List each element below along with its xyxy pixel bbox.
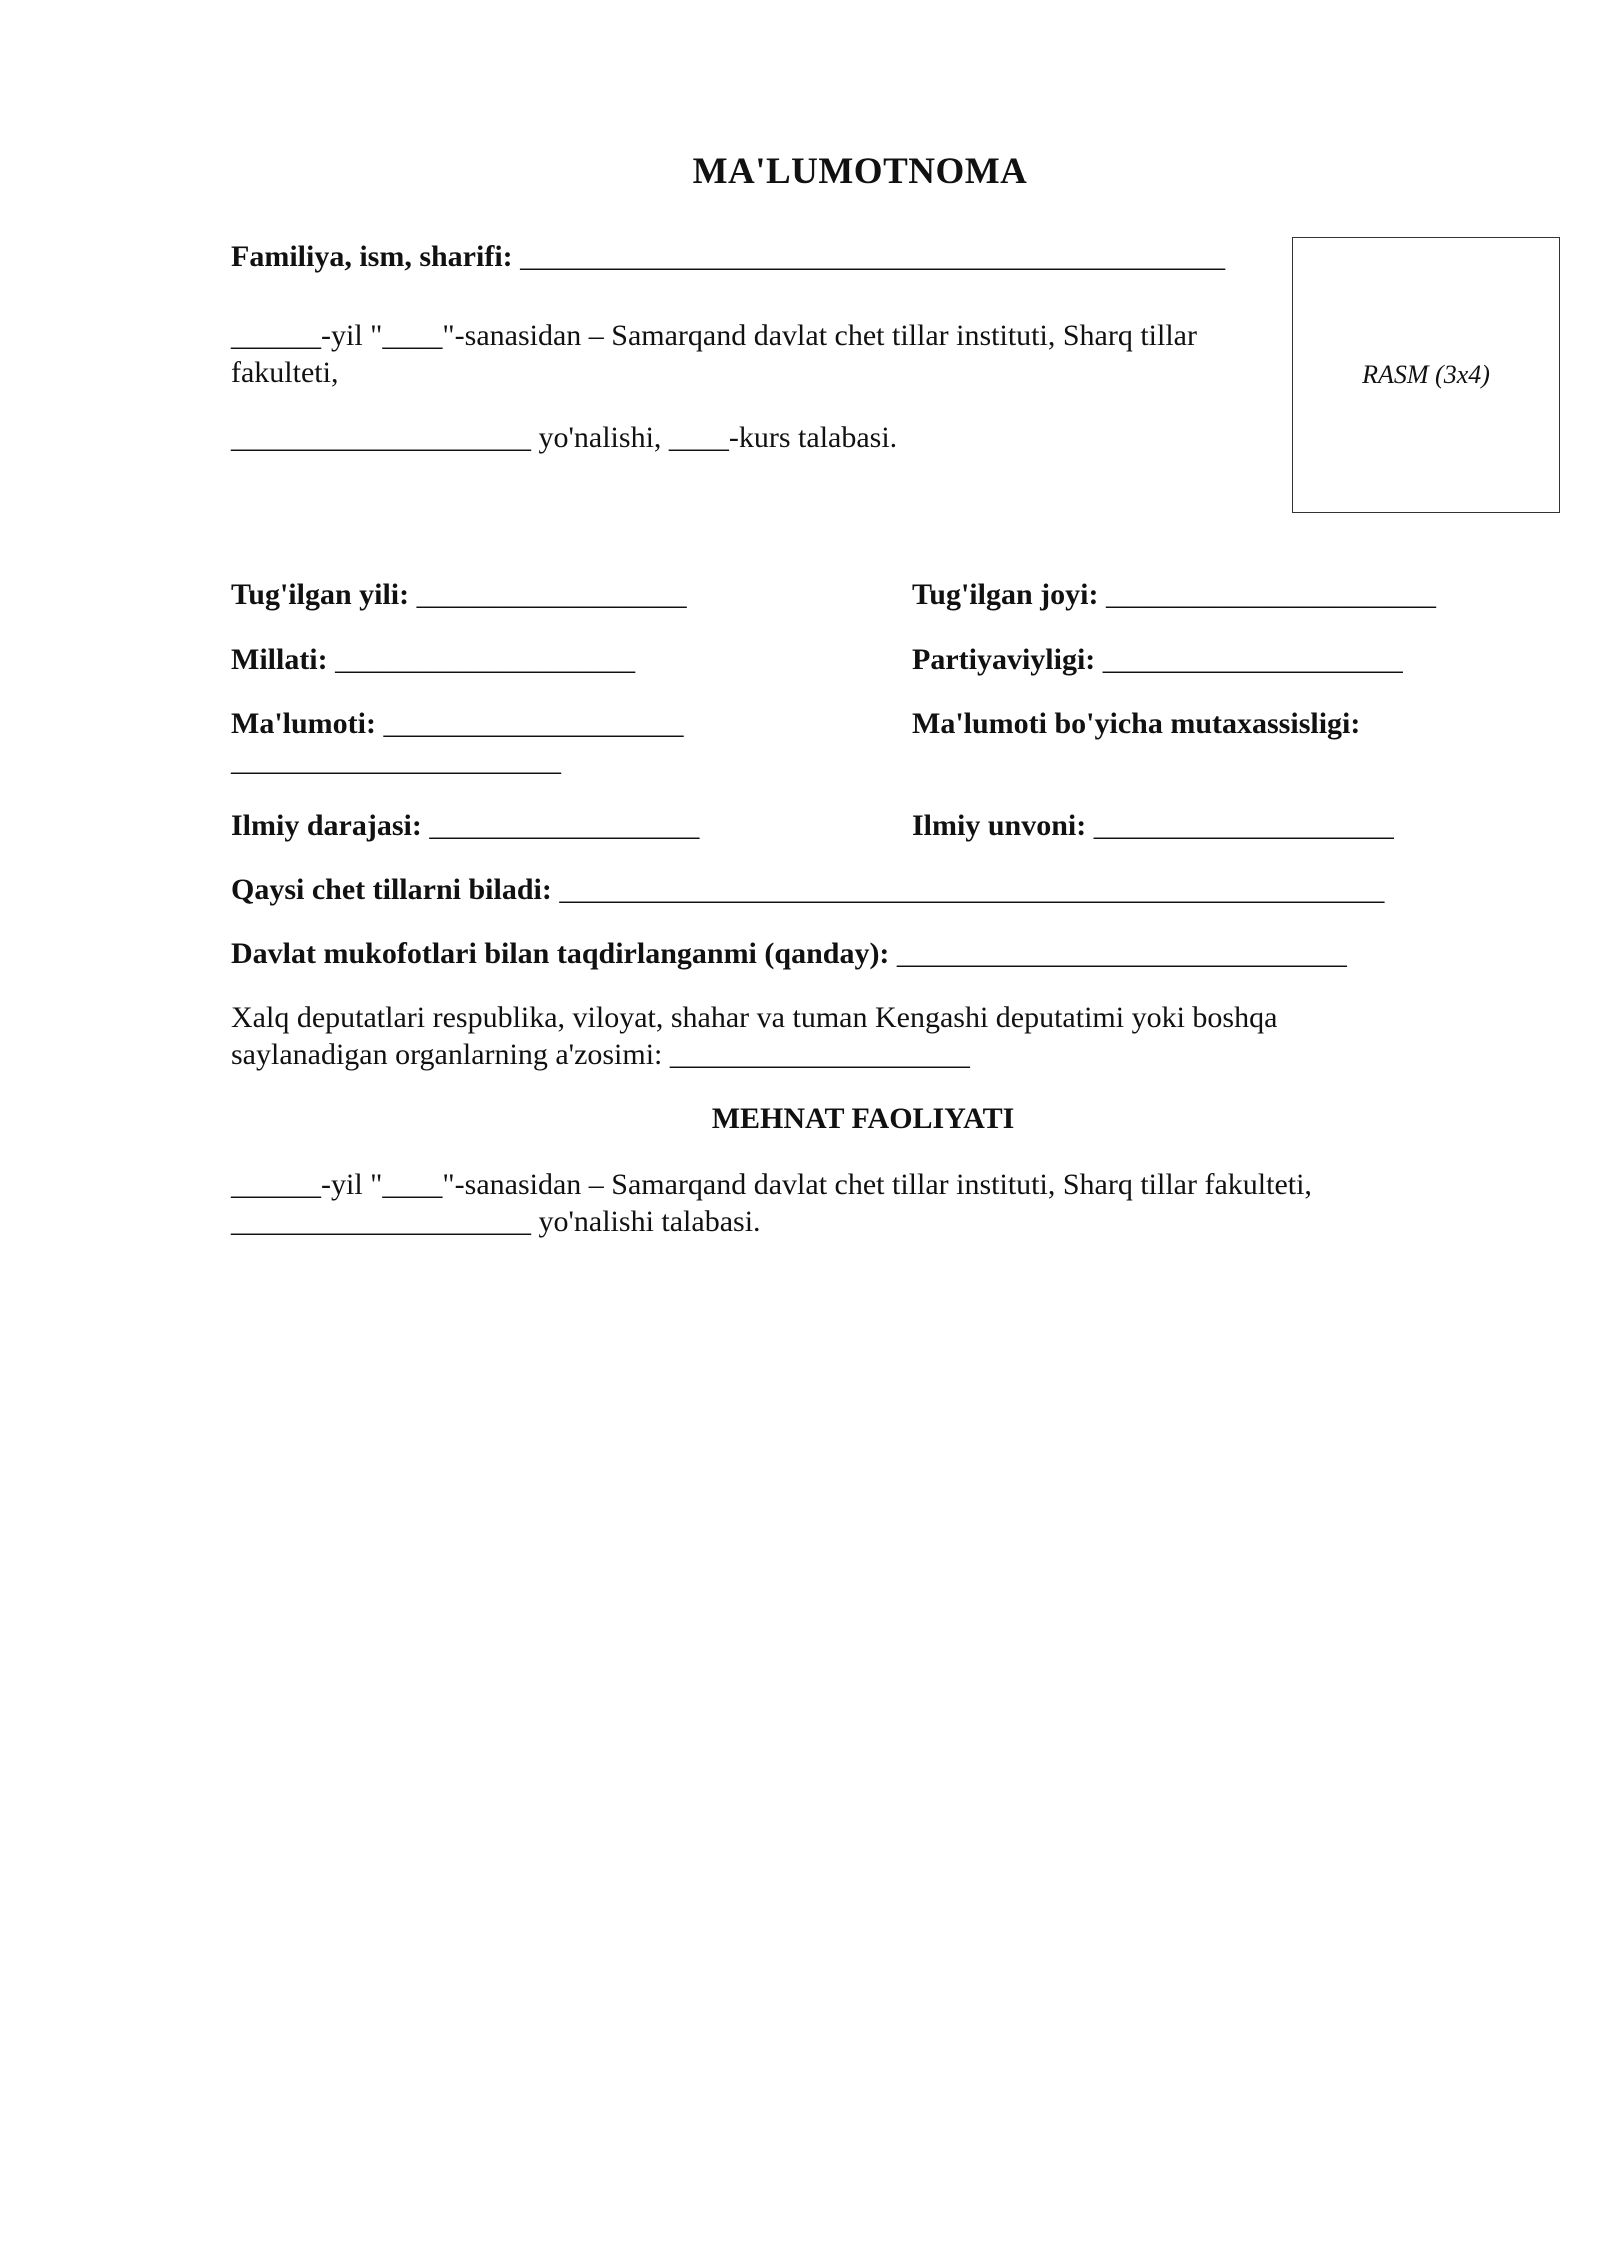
fullname-blank: _______________________________________________ [512, 240, 1226, 273]
languages-blank: _______________________________________________________ [551, 873, 1385, 906]
education-row [231, 705, 683, 742]
specialty-blank: ______________________ [231, 744, 561, 777]
study-line-3: ____________________ yo'nalishi, ____-kurs talabasi. [231, 421, 898, 454]
party-row [912, 641, 1403, 678]
degree-blank: __________________ [421, 809, 700, 842]
fullname-row [231, 238, 1225, 275]
academic-title-blank: ____________________ [1086, 809, 1394, 842]
languages-label: Qaysi chet tillarni biladi: [231, 873, 552, 906]
party-label: Partiyaviyligi: [912, 643, 1096, 676]
academic-title-label: Ilmiy unvoni: [912, 809, 1087, 842]
awards-row [231, 935, 1347, 972]
awards-blank: ______________________________ [889, 937, 1347, 970]
birth-place-label: Tug'ilgan joyi: [912, 578, 1099, 611]
education-blank: ____________________ [375, 707, 684, 740]
education-label: Ma'lumoti: [231, 707, 376, 740]
work-section-title: MEHNAT FAOLIYATI [711, 1102, 1015, 1135]
study-line-1: ______-yil "____"-sanasidan – Samarqand davlat chet tillar instituti, Sharq tillar [231, 319, 1197, 352]
work-line-1: ______-yil "____"-sanasidan – Samarqand davlat chet tillar instituti, Sharq tillar fakulteti, [231, 1168, 1312, 1201]
birth-year-blank: __________________ [409, 578, 687, 611]
nationality-blank: ____________________ [327, 643, 636, 676]
specialty-label: Ma'lumoti bo'yicha mutaxassisligi: [912, 707, 1361, 740]
languages-row [231, 871, 1384, 908]
degree-row [231, 807, 699, 844]
deputy-line-1: Xalq deputatlari respublika, viloyat, shahar va tuman Kengashi deputatimi yoki boshqa [231, 1001, 1278, 1034]
nationality-label: Millati: [231, 643, 328, 676]
degree-label: Ilmiy darajasi: [231, 809, 422, 842]
nationality-row [231, 641, 635, 678]
fullname-label: Familiya, ism, sharifi: [231, 240, 513, 273]
academic-title-row [912, 807, 1394, 844]
photo-placeholder [1292, 237, 1560, 513]
birth-year-row [231, 576, 687, 613]
work-line-2: ____________________ yo'nalishi talabasi. [231, 1205, 761, 1238]
awards-label: Davlat mukofotlari bilan taqdirlanganmi (qanday): [231, 937, 890, 970]
birth-place-row [912, 576, 1436, 613]
photo-label: RASM (3x4) [1362, 360, 1490, 389]
study-line-2: fakulteti, [231, 356, 339, 389]
document-title: MA'LUMOTNOMA [692, 151, 1028, 192]
deputy-line-2: saylanadigan organlarning a'zosimi: ____________________ [231, 1038, 970, 1071]
birth-place-blank: ______________________ [1098, 578, 1436, 611]
birth-year-label: Tug'ilgan yili: [231, 578, 410, 611]
party-blank: ____________________ [1095, 643, 1403, 676]
specialty-row [912, 705, 1360, 742]
